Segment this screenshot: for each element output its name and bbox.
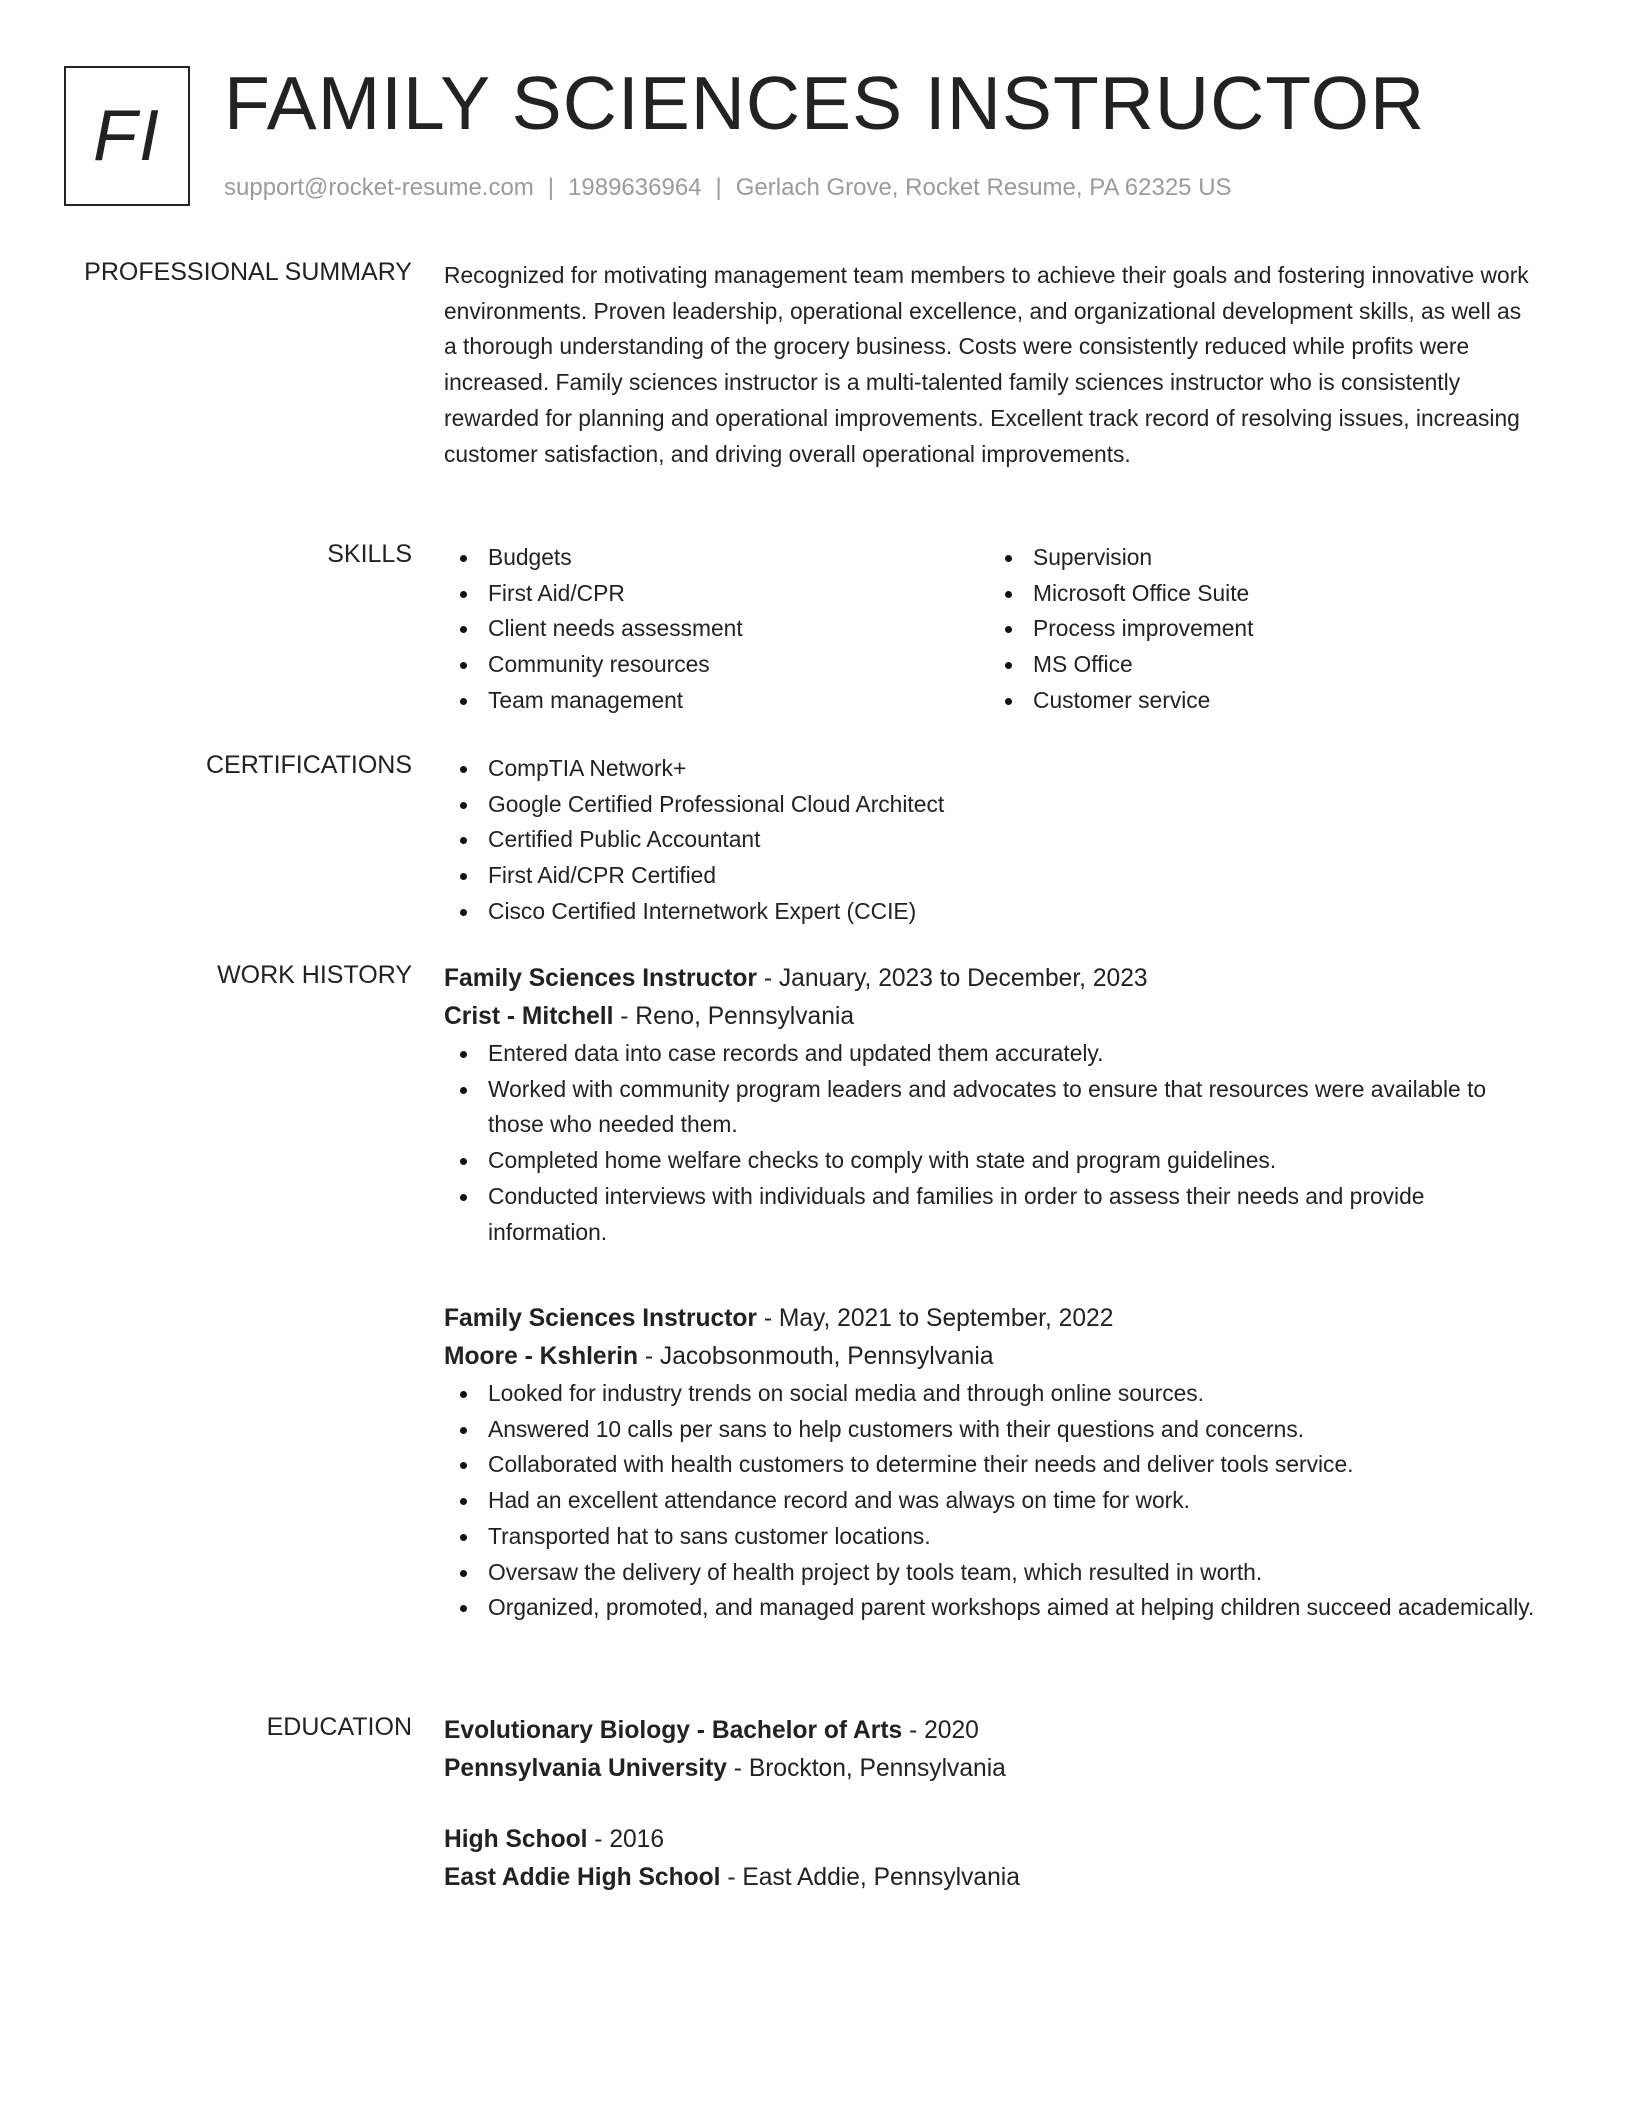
job-duty: Completed home welfare checks to comply with state and program guidelines. (444, 1143, 1539, 1179)
job-duty: Transported hat to sans customer locations. (444, 1519, 1539, 1555)
skill-item: Community resources (444, 647, 989, 683)
certification-item: Cisco Certified Internetwork Expert (CCIE) (444, 894, 1539, 930)
graduation-year: - 2020 (902, 1717, 979, 1744)
job-location: - Reno, Pennsylvania (613, 1003, 855, 1030)
skill-item: Client needs assessment (444, 611, 989, 647)
skill-item: MS Office (989, 647, 1534, 683)
job-duty: Looked for industry trends on social media and through online sources. (444, 1376, 1539, 1412)
work-history-heading: WORK HISTORY (217, 961, 412, 989)
job-company-line (444, 998, 1539, 1036)
contact-separator: | (547, 174, 555, 201)
degree: High School (444, 1826, 588, 1853)
job-entry (444, 960, 1539, 1250)
school-name: Pennsylvania University (444, 1755, 727, 1782)
summary-heading: PROFESSIONAL SUMMARY (84, 258, 412, 286)
resume-title: FAMILY SCIENCES INSTRUCTOR (224, 61, 1426, 145)
skill-item: First Aid/CPR (444, 576, 989, 612)
job-duty: Oversaw the delivery of health project by tools team, which resulted in worth. (444, 1555, 1539, 1591)
job-company: Crist - Mitchell (444, 1003, 614, 1030)
degree: Evolutionary Biology - Bachelor of Arts (444, 1717, 903, 1744)
skill-item: Budgets (444, 540, 989, 576)
summary-text: Recognized for motivating management team members to achieve their goals and fostering innovative work environments. Proven leadership, operational excellence, and organizational development skills, as well as a thorough understanding of the grocery business. Costs were consistently reduced while profits were increased. Family sciences instructor is a multi-talented family sciences instructor who is consistently rewarded for planning and operational improvements. Excellent track record of resolving issues, increasing customer satisfaction, and driving overall operational improvements. (444, 262, 1529, 467)
school-name: East Addie High School (444, 1864, 721, 1891)
school-line (444, 1859, 1539, 1897)
contact-separator: | (715, 174, 722, 201)
degree-line (444, 1712, 1539, 1750)
skill-item: Process improvement (989, 611, 1534, 647)
job-duty: Had an excellent attendance record and was always on time for work. (444, 1483, 1539, 1519)
job-duty: Collaborated with health customers to determine their needs and deliver tools service. (444, 1447, 1539, 1483)
job-duty: Conducted interviews with individuals and families in order to assess their needs and provide information. (444, 1179, 1539, 1250)
skills-list-left (444, 540, 989, 719)
monogram-initials: FI (93, 96, 161, 176)
job-dates: - May, 2021 to September, 2022 (757, 1305, 1114, 1332)
skills-list-right (989, 540, 1534, 719)
job-duties-list (444, 1036, 1539, 1250)
job-duties-list (444, 1376, 1539, 1626)
graduation-year: - 2016 (587, 1826, 665, 1853)
skill-item: Microsoft Office Suite (989, 576, 1534, 612)
education-entry (444, 1821, 1539, 1897)
job-dates: - January, 2023 to December, 2023 (757, 965, 1148, 992)
certification-item: First Aid/CPR Certified (444, 858, 1539, 894)
skill-item: Supervision (989, 540, 1534, 576)
job-location: - Jacobsonmouth, Pennsylvania (638, 1343, 994, 1370)
job-duty: Worked with community program leaders and advocates to ensure that resources were available to those who needed them. (444, 1072, 1539, 1143)
job-duty: Answered 10 calls per sans to help customers with their questions and concerns. (444, 1412, 1539, 1448)
job-duty: Entered data into case records and updated them accurately. (444, 1036, 1539, 1072)
certifications-heading: CERTIFICATIONS (205, 751, 412, 779)
school-location: - East Addie, Pennsylvania (720, 1864, 1020, 1891)
skills-heading: SKILLS (327, 540, 412, 568)
certifications-list (444, 751, 1539, 930)
job-duty: Organized, promoted, and managed parent workshops aimed at helping children succeed academically. (444, 1590, 1539, 1626)
certification-item: Google Certified Professional Cloud Architect (444, 787, 1539, 823)
contact-phone: 1989636964 (568, 174, 702, 201)
skills-grid (444, 540, 1539, 719)
job-title: Family Sciences Instructor (444, 965, 758, 992)
job-title-line (444, 1300, 1539, 1338)
education-heading: EDUCATION (266, 1713, 412, 1741)
education-entry (444, 1712, 1539, 1788)
job-title: Family Sciences Instructor (444, 1305, 758, 1332)
job-title-line (444, 960, 1539, 998)
job-company: Moore - Kshlerin (444, 1343, 639, 1370)
job-company-line (444, 1338, 1539, 1376)
school-line (444, 1750, 1539, 1788)
certification-item: CompTIA Network+ (444, 751, 1539, 787)
skill-item: Customer service (989, 683, 1534, 719)
skill-item: Team management (444, 683, 989, 719)
contact-line (224, 174, 1232, 202)
monogram-badge (64, 66, 190, 206)
contact-address: Gerlach Grove, Rocket Resume, PA 62325 US (735, 174, 1232, 201)
contact-email: support@rocket-resume.com (224, 174, 534, 201)
school-location: - Brockton, Pennsylvania (726, 1755, 1006, 1782)
certification-item: Certified Public Accountant (444, 822, 1539, 858)
degree-line (444, 1821, 1539, 1859)
job-entry (444, 1300, 1539, 1626)
